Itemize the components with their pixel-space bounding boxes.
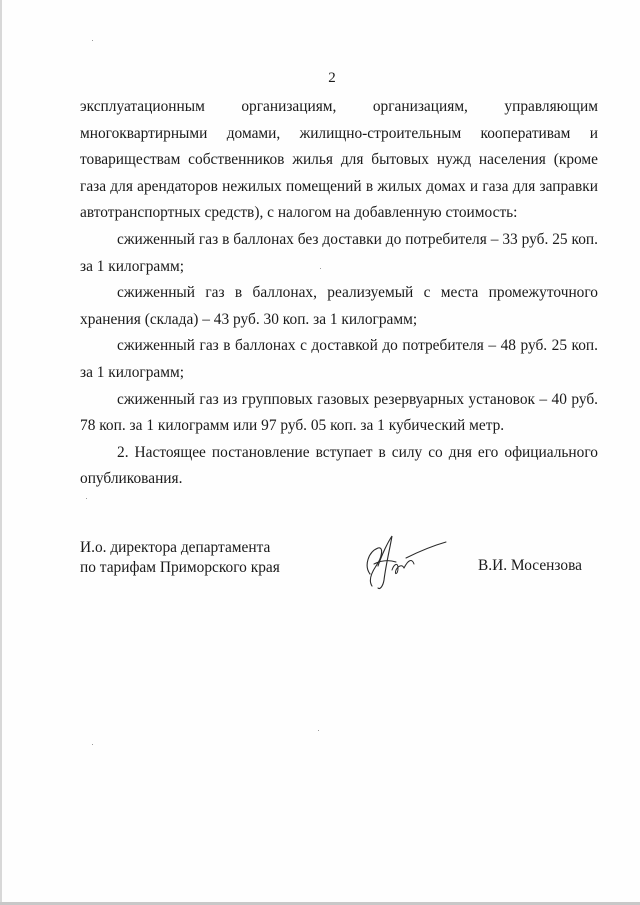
paragraph-price-group-tanks: сжиженный газ из групповых газовых резервуарных установок – 40 руб. 78 коп. за 1 килограмм или 97 руб. 05 коп. за 1 кубический метр. xyxy=(80,390,598,435)
handwritten-signature-icon xyxy=(348,530,448,592)
signature-block xyxy=(80,538,600,598)
paragraph-intro: эксплуатационным организациям, организациям, управляющим многоквартирными домами, жилищно-строительным кооперативам и товариществам собственников жилья для бытовых нужд населения (кроме газа для арендаторов нежилых помещений в жилых домах и газа для заправки автотранспортных средств), с налогом на добавленную стоимость: xyxy=(80,98,598,222)
scan-speck xyxy=(92,40,93,41)
signatory-title-line2: по тарифам Приморского края xyxy=(80,559,280,576)
paragraph-price-warehouse: сжиженный газ в баллонах, реализуемый с места промежуточного хранения (склада) – 43 руб. 30 коп. за 1 килограмм; xyxy=(80,284,598,328)
paragraph-price-no-delivery: сжиженный газ в баллонах без доставки до потребителя – 33 руб. 25 коп. за 1 килограмм; xyxy=(80,230,598,275)
paragraph-price-delivery: сжиженный газ в баллонах с доставкой до потребителя – 48 руб. 25 коп. за 1 килограмм; xyxy=(80,337,598,381)
signatory-title-line1: И.о. директора департамента xyxy=(80,539,271,556)
scan-speck xyxy=(86,498,87,499)
scan-speck xyxy=(92,744,93,745)
scan-speck xyxy=(318,730,319,731)
signatory-title xyxy=(80,538,280,578)
paragraph-effective-date: 2. Настоящее постановление вступает в силу со дня его официального опубликования. xyxy=(80,443,598,488)
scan-edge-left xyxy=(0,0,2,905)
page-number: 2 xyxy=(328,70,336,86)
signatory-name: В.И. Мосензова xyxy=(478,557,582,574)
document-body xyxy=(80,94,598,493)
